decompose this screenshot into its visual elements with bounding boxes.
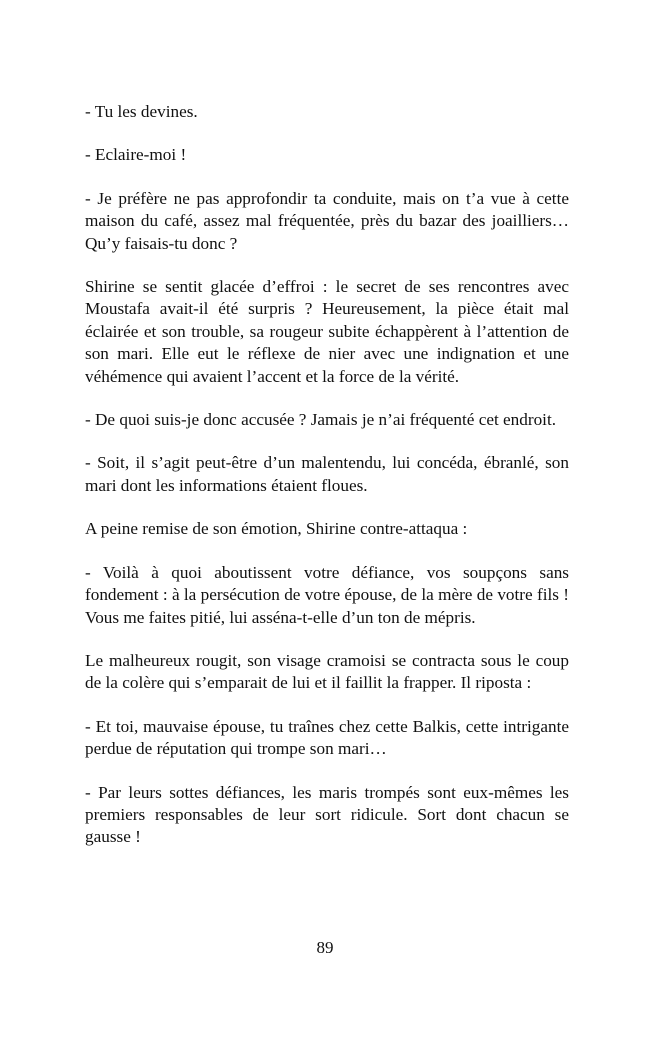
paragraph: - Et toi, mauvaise épouse, tu traînes chez cette Balkis, cette intrigante perdue de réputation qui trompe son mari… [85, 716, 569, 759]
body-text [85, 101, 569, 870]
paragraph: A peine remise de son émotion, Shirine contre-attaqua : [85, 519, 468, 539]
paragraph: - Soit, il s’agit peut-être d’un malentendu, lui concéda, ébranlé, son mari dont les informations étaient floues. [85, 453, 569, 495]
paragraph: Shirine se sentit glacée d’effroi : le secret de ses rencontres avec Moustafa avait-il été surpris ? Heureusement, la pièce était mal éclairée et son trouble, sa rougeur subite échappèrent à l’attention de son mari. Elle eut le réflexe de nier avec une indignation et une véhémence qui avaient l’accent et la force de la vérité. [85, 277, 569, 386]
paragraph: - Par leurs sottes défiances, les maris trompés sont eux-mêmes les premiers responsables de leur sort ridicule. Sort dont chacun se gausse ! [85, 782, 569, 847]
paragraph: - De quoi suis-je donc accusée ? Jamais je n’ai fréquenté cet endroit. [85, 410, 557, 430]
paragraph: Le malheureux rougit, son visage cramoisi se contracta sous le coup de la colère qui s’emparait de lui et il faillit la frapper. Il riposta : [85, 650, 569, 693]
paragraph: - Voilà à quoi aboutissent votre défiance, vos soupçons sans fondement : à la persécution de votre épouse, de la mère de votre fils ! Vous me faites pitié, lui asséna-t-elle d’un ton de mépris. [85, 562, 569, 627]
page-number: 89 [316, 938, 334, 957]
paragraph: - Tu les devines. [85, 102, 198, 121]
paragraph: - Je préfère ne pas approfondir ta conduite, mais on t’a vue à cette maison du café, assez mal fréquentée, près du bazar des joailliers… Qu’y faisais-tu donc ? [85, 188, 569, 253]
paragraph: - Eclaire-moi ! [85, 145, 187, 165]
